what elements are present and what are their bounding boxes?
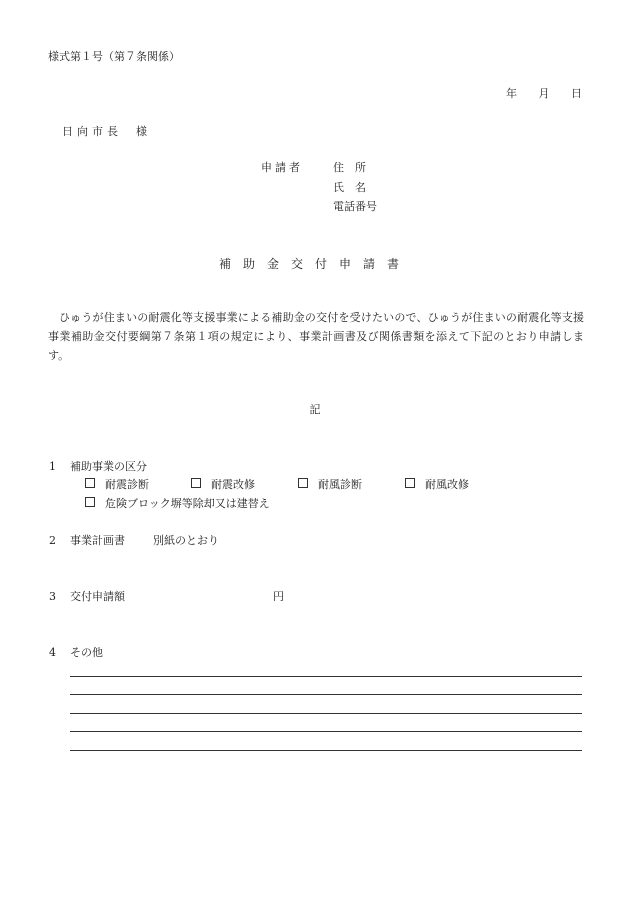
section-1-number: 1 xyxy=(49,460,56,473)
form-number: 様式第１号（第７条関係） xyxy=(48,50,180,63)
section-3-label: 交付申請額 xyxy=(70,590,125,603)
option-label: 危険ブロック塀等除却又は建替え xyxy=(105,497,270,510)
applicant-label: 申請者 xyxy=(261,161,303,174)
writing-line[interactable] xyxy=(70,750,582,751)
writing-line[interactable] xyxy=(70,731,582,732)
body-paragraph: ひゅうが住まいの耐震化等支援事業による補助金の交付を受けたいので、ひゅうが住まいの耐震化等支援事業補助金交付要綱第７条第１項の規定により、事業計画書及び関係書類を添えて下記のとおり申請します。 xyxy=(48,311,584,362)
date-year: 年 xyxy=(506,87,517,100)
addressee-honorific: 様 xyxy=(136,125,147,138)
option-wind-retrofit[interactable] xyxy=(405,477,469,493)
ki-heading: 記 xyxy=(309,403,321,416)
section-2-number: 2 xyxy=(49,534,56,547)
section-2-value: 別紙のとおり xyxy=(153,534,219,547)
section-4-number: 4 xyxy=(49,646,56,659)
applicant-name-label: 氏 名 xyxy=(333,181,366,194)
option-label: 耐震診断 xyxy=(105,478,149,491)
checkbox-icon[interactable] xyxy=(85,478,95,488)
date-month: 月 xyxy=(538,87,550,100)
date-day: 日 xyxy=(571,87,582,100)
section-3-number: 3 xyxy=(49,590,56,603)
date-line xyxy=(488,86,582,102)
document-title: 補助金交付申請書 xyxy=(218,257,411,271)
checkbox-icon[interactable] xyxy=(191,478,201,488)
checkbox-icon[interactable] xyxy=(405,478,415,488)
option-wind-diagnosis[interactable] xyxy=(298,477,362,493)
addressee xyxy=(62,124,147,140)
option-seismic-retrofit[interactable] xyxy=(191,477,255,493)
option-label: 耐震改修 xyxy=(211,478,255,491)
section-2-label: 事業計画書 xyxy=(70,534,125,547)
writing-line[interactable] xyxy=(70,694,582,695)
writing-line[interactable] xyxy=(70,713,582,714)
writing-line[interactable] xyxy=(70,676,582,677)
checkbox-icon[interactable] xyxy=(298,478,308,488)
option-seismic-diagnosis[interactable] xyxy=(85,477,149,493)
option-label: 耐風改修 xyxy=(425,478,469,491)
applicant-phone-label: 電話番号 xyxy=(333,200,377,213)
option-label: 耐風診断 xyxy=(318,478,362,491)
option-block-wall-removal[interactable] xyxy=(85,496,270,512)
amount-unit: 円 xyxy=(273,590,284,603)
section-4-label: その他 xyxy=(70,646,103,659)
addressee-name: 日向市長 xyxy=(62,125,122,138)
section-1-label: 補助事業の区分 xyxy=(70,460,147,473)
checkbox-icon[interactable] xyxy=(85,497,95,507)
applicant-address-label: 住 所 xyxy=(333,161,366,174)
